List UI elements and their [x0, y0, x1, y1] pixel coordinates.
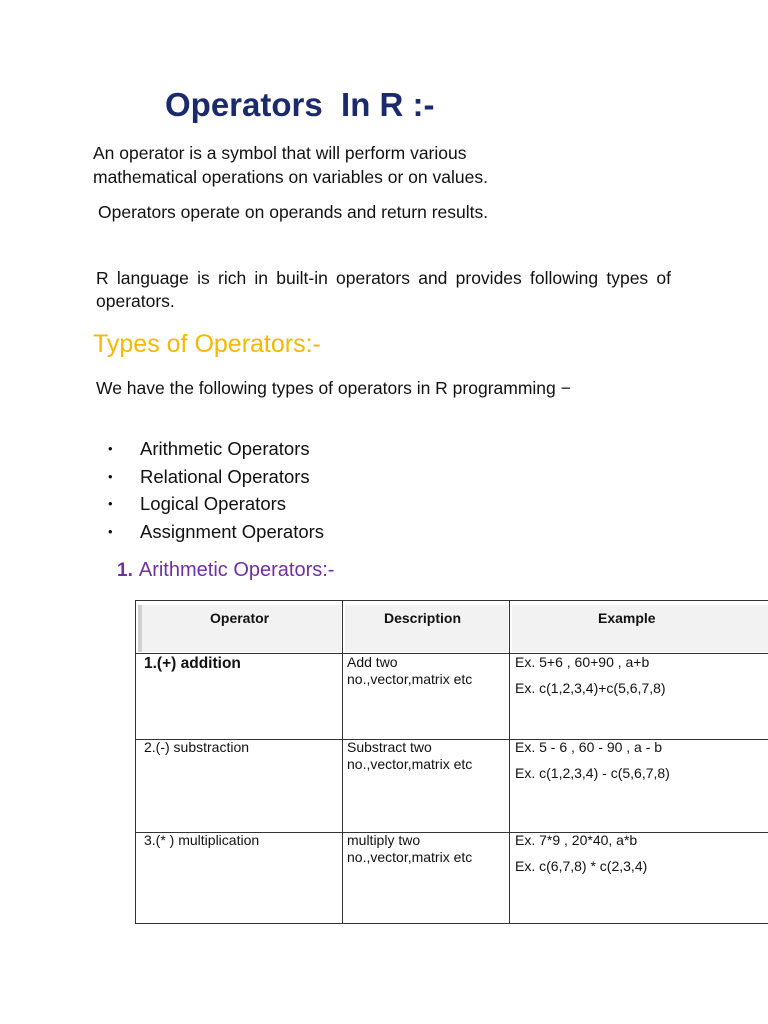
- table-cell-example: [515, 832, 767, 875]
- table-cell-example: [515, 654, 767, 697]
- list-item: [108, 492, 324, 520]
- bullet-icon: •: [108, 523, 113, 539]
- column-divider: [342, 601, 343, 923]
- column-header-operator: Operator: [210, 610, 270, 626]
- bullet-icon: •: [108, 441, 113, 456]
- intro-line-2: mathematical operations on variables or on values.: [93, 167, 488, 187]
- table-cell-example: [515, 739, 767, 782]
- example-line: Ex. 5 - 6 , 60 - 90 , a - b: [515, 739, 663, 755]
- list-item: [108, 465, 324, 493]
- table-cell-description: Substract two no.,vector,matrix etc: [347, 739, 473, 772]
- list-item-label: Logical Operators: [140, 493, 287, 514]
- operands-sentence: Operators operate on operands and return results.: [98, 202, 489, 222]
- list-item-label: Assignment Operators: [140, 520, 325, 542]
- example-line: Ex. 5+6 , 60+90 , a+b: [515, 654, 650, 670]
- list-item: [108, 437, 324, 465]
- example-line: Ex. c(6,7,8) * c(2,3,4): [515, 858, 648, 874]
- intro-line-1: An operator is a symbol that will perform various: [93, 143, 467, 163]
- example-line: Ex. 7*9 , 20*40, a*b: [515, 832, 638, 848]
- types-heading: Types of Operators:-: [93, 330, 321, 358]
- bullet-icon: •: [108, 468, 113, 484]
- bullet-icon: •: [108, 496, 113, 511]
- column-header-description: Description: [384, 610, 462, 626]
- table-cell-description: Add two no.,vector,matrix etc: [347, 654, 473, 687]
- types-intro-paragraph: We have the following types of operators in R programming −: [96, 378, 571, 398]
- example-line: Ex. c(1,2,3,4)+c(5,6,7,8): [515, 680, 666, 696]
- section-title: Arithmetic Operators:-: [138, 559, 335, 581]
- rich-operators-paragraph: R language is rich in built-in operators and provides following types of operators.: [96, 268, 671, 311]
- section-number: 1.: [117, 560, 133, 581]
- arithmetic-heading: [117, 559, 334, 582]
- table-cell-description: multiply two no.,vector,matrix etc: [347, 832, 473, 865]
- table-cell-operator: 1.(+) addition: [144, 655, 241, 672]
- list-item-label: Relational Operators: [140, 465, 310, 487]
- page-title: Operators In R :-: [165, 86, 435, 123]
- arithmetic-operators-table: [135, 600, 768, 924]
- table-cell-operator: 2.(-) substraction: [144, 739, 250, 755]
- list-item-label: Arithmetic Operators: [140, 438, 310, 459]
- operator-types-list: [108, 437, 324, 547]
- example-line: Ex. c(1,2,3,4) - c(5,6,7,8): [515, 765, 670, 781]
- header-edge: [138, 605, 142, 652]
- table-cell-operator: 3.(* ) multiplication: [144, 832, 260, 848]
- column-header-example: Example: [598, 610, 656, 626]
- intro-paragraph: [93, 141, 653, 189]
- column-divider: [509, 601, 510, 923]
- list-item: [108, 520, 324, 548]
